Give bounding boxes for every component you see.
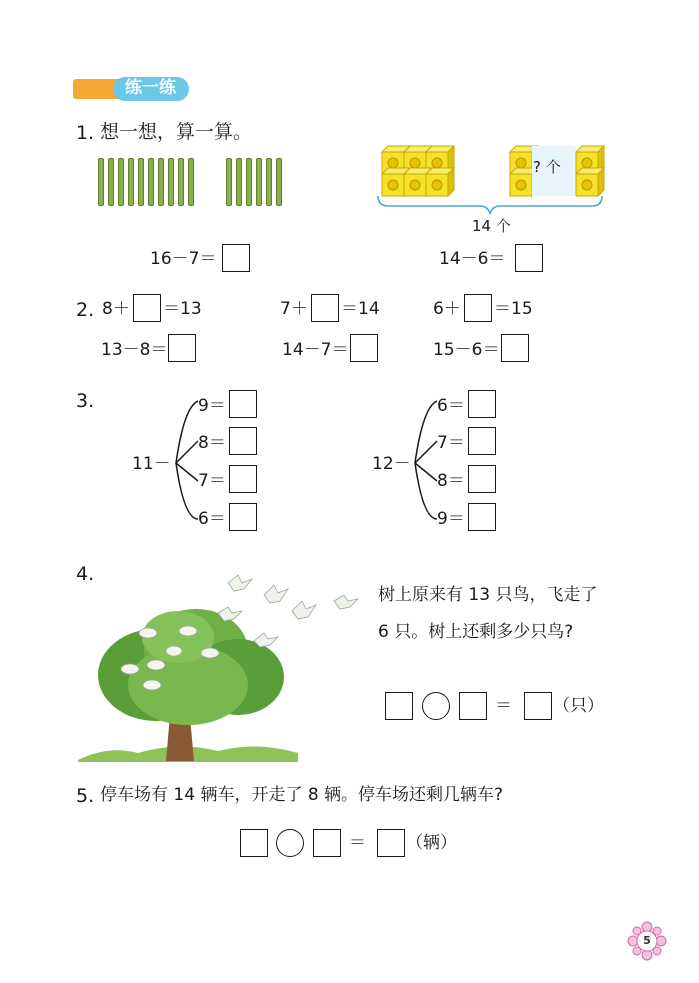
q3-right-root: 12－	[372, 454, 411, 474]
tree-with-birds-illustration	[78, 565, 368, 765]
q2-r1c2-post: ＝14	[341, 299, 380, 319]
q3-left-branch: 7＝	[198, 471, 226, 491]
answer-box[interactable]	[168, 334, 196, 362]
linking-cubes	[370, 140, 610, 220]
q5-equals: ＝	[349, 833, 366, 853]
answer-box[interactable]	[311, 294, 339, 322]
q3-left-root: 11－	[132, 454, 171, 474]
answer-box[interactable]	[459, 692, 487, 720]
page-number: 5	[643, 934, 651, 947]
branch-lines-left	[170, 395, 200, 525]
answer-box[interactable]	[468, 465, 496, 493]
q2-r2c1: 13－8＝	[101, 340, 168, 360]
q3-number: 3.	[76, 390, 95, 412]
answer-box[interactable]	[350, 334, 378, 362]
answer-box[interactable]	[501, 334, 529, 362]
q3-left-branch: 9＝	[198, 396, 226, 416]
answer-box[interactable]	[133, 294, 161, 322]
branch-lines-right	[409, 395, 439, 525]
answer-box[interactable]	[468, 503, 496, 531]
q5-number: 5.	[76, 785, 95, 807]
q2-r1c3-pre: 6＋	[433, 299, 461, 319]
q2-r2c2: 14－7＝	[282, 340, 349, 360]
answer-box[interactable]	[515, 244, 543, 272]
q2-r1c1-pre: 8＋	[102, 299, 130, 319]
answer-box[interactable]	[229, 427, 257, 455]
q4-text-line2: 6 只。树上还剩多少只鸟?	[378, 622, 574, 642]
q2-number: 2.	[76, 299, 95, 321]
counting-sticks	[98, 158, 278, 208]
answer-box[interactable]	[385, 692, 413, 720]
answer-box[interactable]	[468, 427, 496, 455]
answer-box[interactable]	[377, 829, 405, 857]
q3-left-branch: 6＝	[198, 509, 226, 529]
section-badge	[73, 77, 189, 101]
q2-r2c3: 15－6＝	[433, 340, 500, 360]
q1-equation-right: 14－6＝	[439, 249, 506, 269]
operator-circle[interactable]	[422, 692, 450, 720]
q5-unit: （辆）	[406, 833, 457, 853]
q2-r1c3-post: ＝15	[494, 299, 533, 319]
q5-text: 停车场有 14 辆车，开走了 8 辆。停车场还剩几辆车?	[100, 785, 504, 805]
answer-box[interactable]	[240, 829, 268, 857]
q3-right-branch: 9＝	[437, 509, 465, 529]
q3-left-branch: 8＝	[198, 433, 226, 453]
q1-number: 1.	[76, 122, 95, 144]
q3-right-branch: 6＝	[437, 396, 465, 416]
q1-equation-left: 16－7＝	[150, 249, 217, 269]
answer-box[interactable]	[464, 294, 492, 322]
answer-box[interactable]	[222, 244, 250, 272]
q3-right-branch: 7＝	[437, 433, 465, 453]
q4-equals: ＝	[495, 696, 512, 716]
operator-circle[interactable]	[276, 829, 304, 857]
total-blocks-label: 14 个	[472, 217, 511, 235]
answer-box[interactable]	[229, 465, 257, 493]
q1-title: 想一想，算一算。	[100, 121, 253, 143]
q4-number: 4.	[76, 563, 95, 585]
answer-box[interactable]	[229, 503, 257, 531]
page-number-badge	[626, 920, 668, 962]
answer-box[interactable]	[524, 692, 552, 720]
answer-box[interactable]	[468, 390, 496, 418]
q4-unit: （只）	[553, 696, 604, 716]
q3-right-branch: 8＝	[437, 471, 465, 491]
q4-text-line1: 树上原来有 13 只鸟，飞走了	[378, 585, 598, 605]
unknown-blocks-label: ? 个	[533, 158, 561, 176]
answer-box[interactable]	[313, 829, 341, 857]
q2-r1c1-post: ＝13	[163, 299, 202, 319]
answer-box[interactable]	[229, 390, 257, 418]
q2-r1c2-pre: 7＋	[280, 299, 308, 319]
badge-label: 练一练	[125, 78, 176, 98]
